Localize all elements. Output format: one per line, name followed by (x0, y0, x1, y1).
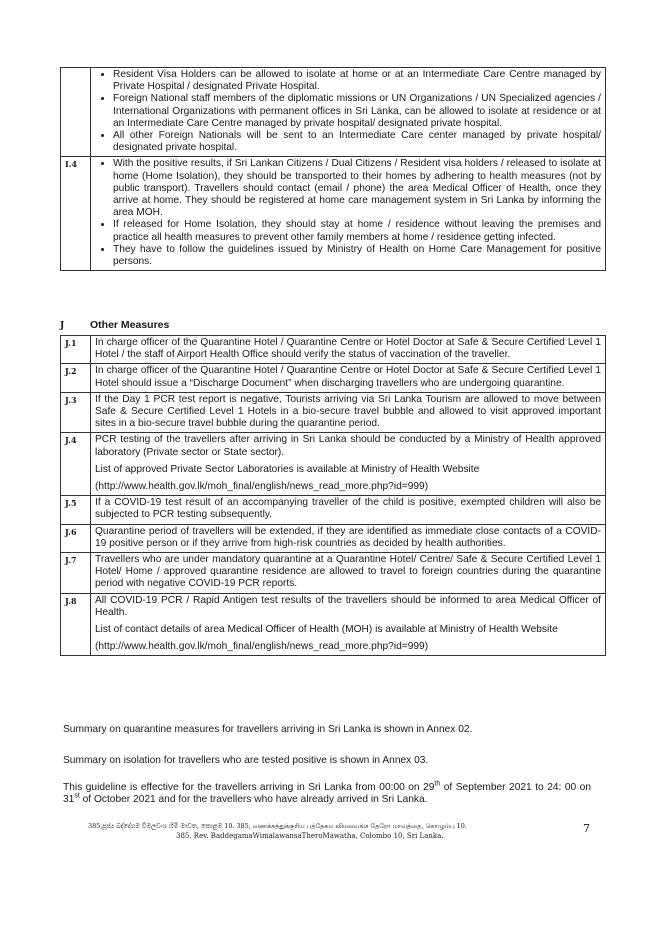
paragraph: List of contact details of area Medical Officer of Health (MOH) is available at Ministry of Health Website (95, 624, 558, 636)
website-url: (http://www.health.gov.lk/moh_final/english/news_read_more.php?id=999) (95, 641, 429, 653)
row-text: Travellers who are under mandatory quarantine at a Quarantine Hotel/ Centre/ Safe & Secure Certified Level 1 Hotel/ Home / approved quarantine residence are allowed to travel to foreign countries during the quarantine period with negative COVID-19 PCR reports. (91, 553, 606, 594)
footer-address-english: 385, Rev. BaddegamaWimalawansaTheroMawatha, Colombo 10, Sri Lanka. (176, 832, 444, 840)
table-row (61, 364, 606, 392)
list-item: • If released for Home Isolation, they should stay at home / residence without leaving the premises and practice all health measures to prevent other family members at home / residence getting infected. (113, 219, 601, 243)
row-text: If the Day 1 PCR test report is negative, Tourists arriving via Sri Lanka Tourism are allowed to move between Safe & Secure Certified Level 1 Hotels in a bio-secure travel bubble and allowed to visit approved important sites in a bio-secure travel bubble during the quarantine period. (91, 392, 606, 433)
row-number: J.2 (61, 364, 91, 392)
table-row (61, 392, 606, 433)
table-row (61, 336, 606, 364)
paragraph: PCR testing of the travellers after arriving in Sri Lanka should be conducted by a Ministry of Health approved laboratory (Private sector or State sector). (95, 434, 601, 458)
list-item: • With the positive results, if Sri Lankan Citizens / Dual Citizens / Resident visa holders / released to isolate at home (Home Isolation), they should be transported to their homes by adhering to health measures (not by public transport). Travellers should contact (email / phone) the area Medical Officer of Health, once they arrive at home. They should be registered at home care management system in Sri Lanka by informing the area MOH. (113, 158, 601, 219)
list-item: • All other Foreign Nationals will be sent to an Intermediate Care center managed by private hospital/ designated private hospital. (113, 130, 601, 154)
row-text: Quarantine period of travellers will be extended, if they are identified as immediate close contacts of a COVID-19 positive person or if they arrive from high-risk countries as decided by health authorities. (91, 524, 606, 552)
table-row (61, 157, 606, 271)
row-number: J.8 (61, 593, 91, 656)
row-number: J.5 (61, 496, 91, 524)
footer-address-local: 385,පූජ්‍ය බද්දේගම විමලවංශ හිමි මාවත, කොළඹ 10. 385, வணக்கத்துக்குரிய பத்தேகம விமலவங்ச தேரோ மாவத்தை, கொழும்பு 10. (88, 822, 467, 830)
row-number: J.7 (61, 553, 91, 594)
table-row (61, 593, 606, 656)
other-measures-table (60, 335, 606, 656)
row-content (91, 593, 606, 656)
table-row (61, 524, 606, 552)
row-content (91, 157, 606, 271)
row-number: J.6 (61, 524, 91, 552)
row-number: J.3 (61, 392, 91, 433)
table-row (61, 553, 606, 594)
row-text: If a COVID-19 test result of an accompanying traveller of the child is positive, exempted children will also be subjected to PCR testing subsequently. (91, 496, 606, 524)
address-footer (88, 821, 467, 841)
paragraph: All COVID-19 PCR / Rapid Antigen test results of the travellers should be informed to area Medical Officer of Health. (95, 594, 601, 618)
paragraph: List of approved Private Sector Laboratories is available at Ministry of Health Website (95, 463, 480, 475)
table-row (61, 68, 606, 157)
row-number-empty (61, 68, 91, 157)
row-text: In charge officer of the Quarantine Hotel / Quarantine Centre or Hotel Doctor at Safe & Secure Certified Level 1 Hotel should issue a “Discharge Document” when discharging travellers who are undergoing quarantine. (91, 364, 606, 392)
list-item: • They have to follow the guidelines issued by Ministry of Health on Home Care Management for positive persons. (113, 244, 601, 268)
table-row (61, 433, 606, 496)
list-item: • Resident Visa Holders can be allowed to isolate at home or at an Intermediate Care Centre managed by Private Hospital / designated Private Hospital. (113, 69, 601, 93)
row-text: In charge officer of the Quarantine Hotel / Quarantine Centre or Hotel Doctor at Safe & Secure Certified Level 1 Hotel / the staff of Airport Health Office should verify the status of vaccination of the traveller. (91, 336, 606, 364)
section-key: J (60, 321, 65, 331)
row-content (91, 68, 606, 157)
table-row (61, 496, 606, 524)
section-title: Other Measures (90, 319, 170, 331)
annex-03-note: Summary on isolation for travellers who are tested positive is shown in Annex 03. (63, 755, 429, 766)
annex-02-note: Summary on quarantine measures for travellers arriving in Sri Lanka is shown in Annex 02. (63, 724, 473, 735)
isolation-table (60, 67, 606, 271)
row-number: J.1 (61, 336, 91, 364)
row-number: I.4 (61, 157, 91, 271)
row-number: J.4 (61, 433, 91, 496)
row-content (91, 433, 606, 496)
effective-date-note: This guideline is effective for the travellers arriving in Sri Lanka from 00:00 on 29th of September 2021 to 24: 00 on 31st of October 2021 and for the travellers who have already arrived in Sri Lanka. (63, 780, 591, 806)
bullet-list (95, 158, 601, 268)
section-heading (60, 319, 169, 331)
bullet-list (95, 69, 601, 154)
page-number: 7 (583, 822, 590, 835)
website-url: (http://www.health.gov.lk/moh_final/english/news_read_more.php?id=999) (95, 481, 429, 493)
list-item: • Foreign National staff members of the diplomatic missions or UN Organizations / UN Specialized agencies / International Organizations with permanent offices in Sri Lanka, can be allowed to isolate at residence or at an Intermediate Care Centre managed by private hospital/ designated private hospital. (113, 93, 601, 130)
